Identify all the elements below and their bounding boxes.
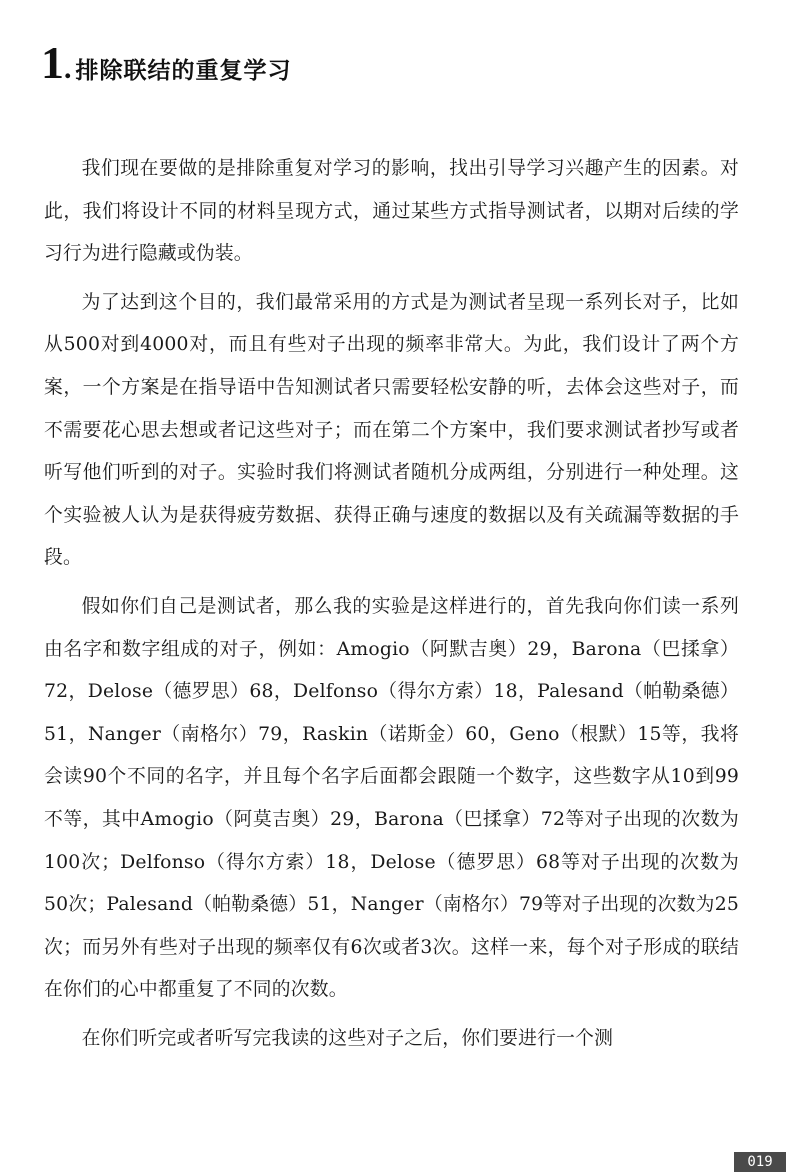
section-number: 1 <box>41 37 64 88</box>
page-number: 019 <box>734 1152 786 1172</box>
section-title: 排除联结的重复学习 <box>75 58 292 84</box>
paragraph: 在你们听完或者听写完我读的这些对子之后，你们要进行一个测 <box>81 1027 614 1049</box>
body-text <box>44 148 739 1066</box>
paragraph: 我们现在要做的是排除重复对学习的影响，找出引导学习兴趣产生的因素。对此，我们将设计不同的材料呈现方式，通过某些方式指导测试者，以期对后续的学习行为进行隐藏或伪装。 <box>44 158 739 265</box>
paragraph: 为了达到这个目的，我们最常采用的方式是为测试者呈现一系列长对子，比如从500对到4000对，而且有些对子出现的频率非常大。为此，我们设计了两个方案，一个方案是在指导语中告知测试者只需要轻松安静的听，去体会这些对子，而不需要花心思去想或者记这些对子；而在第二个方案中，我们要求测试者抄写或者听写他们听到的对子。实验时我们将测试者随机分成两组，分别进行一种处理。这个实验被人认为是获得疲劳数据、获得正确与速度的数据以及有关疏漏等数据的手段。 <box>44 291 739 569</box>
section-heading <box>41 36 292 89</box>
paragraph: 假如你们自己是测试者，那么我的实验是这样进行的，首先我向你们读一系列由名字和数字组成的对子，例如：Amogio（阿默吉奥）29，Barona（巴揉拿）72，Delose（德罗思）68，Delfonso（得尔方索）18，Palesand（帕勒桑德）51，Nanger（南格尔）79，Raskin（诺斯金）60，Geno（根默）15等，我将会读90个不同的名字，并且每个名字后面都会跟随一个数字，这些数字从10到99不等，其中Amogio（阿莫吉奥）29，Barona（巴揉拿）72等对子出现的次数为100次；Delfonso（得尔方索）18，Delose（德罗思）68等对子出现的次数为50次；Palesand（帕勒桑德）51，Nanger（南格尔）79等对子出现的次数为25次；而另外有些对子出现的频率仅有6次或者3次。这样一来，每个对子形成的联结在你们的心中都重复了不同的次数。 <box>44 595 739 1001</box>
section-number-dot: . <box>64 52 72 85</box>
